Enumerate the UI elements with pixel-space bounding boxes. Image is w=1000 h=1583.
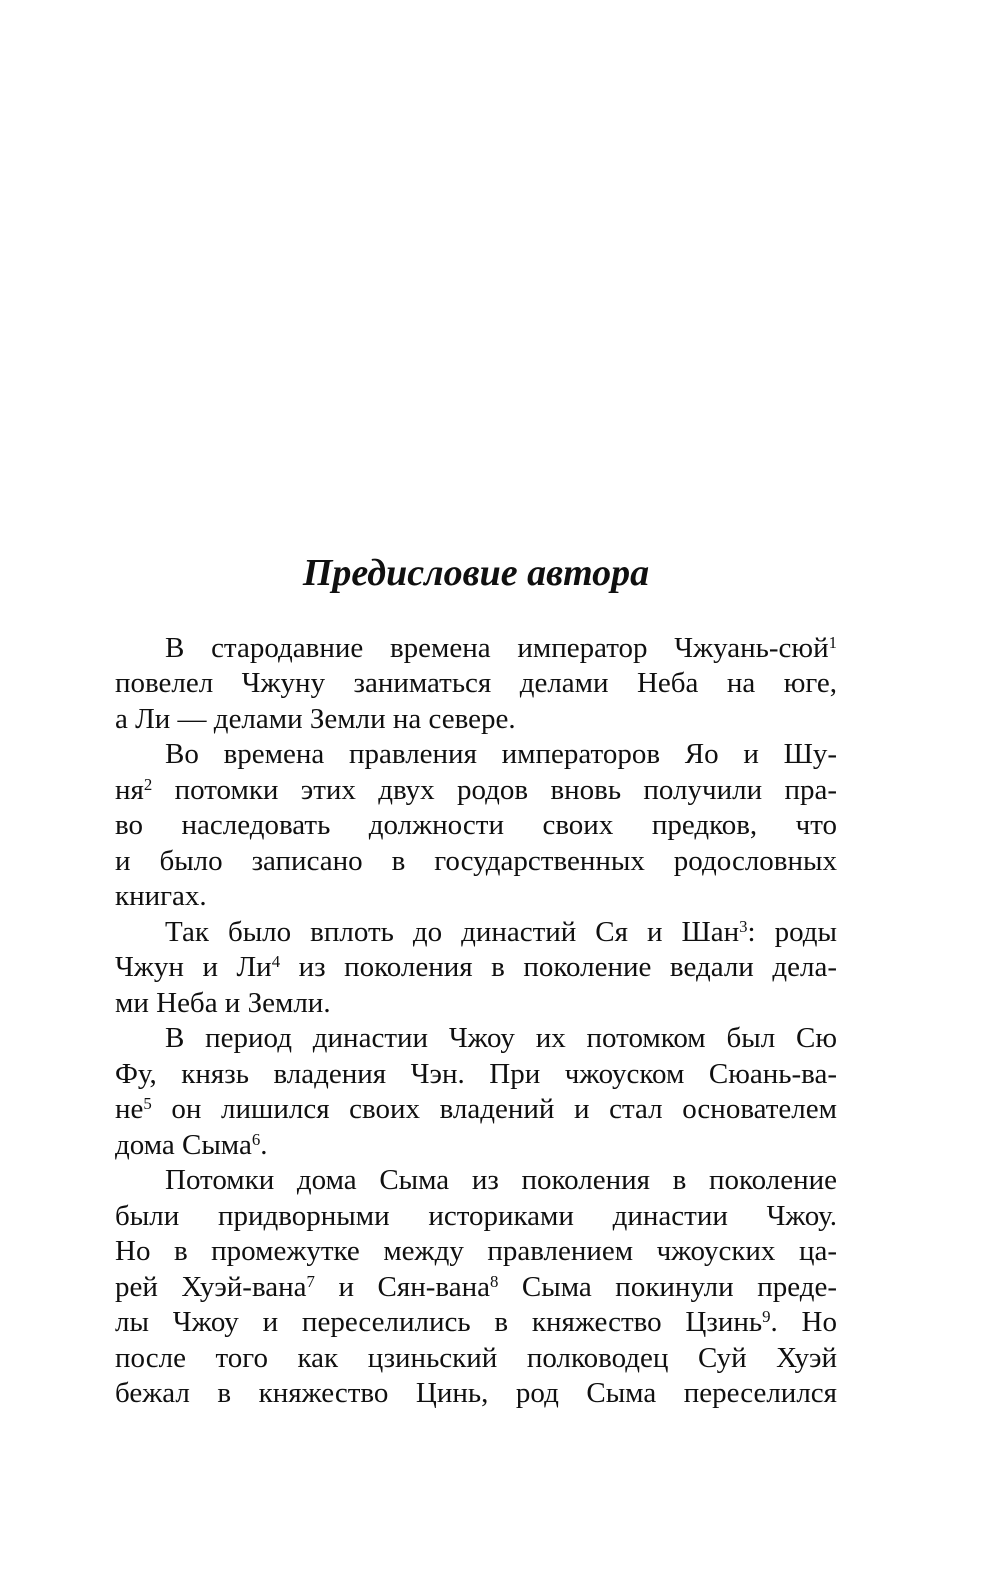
text-line: В период династии Чжоу их потомком был Сю [165, 1022, 837, 1055]
text-line: Так было вплоть до династий Ся и Шан$^3$: роды [165, 915, 837, 948]
paragraph [115, 631, 837, 738]
paragraph [115, 1021, 837, 1163]
body-text [115, 631, 837, 1412]
text-line: были придворными историками династии Чжоу. [115, 1199, 837, 1232]
text-line: бежал в княжество Цинь, род Сыма переселился [115, 1377, 837, 1410]
text-line: Чжун и $Ли^4$ из поколения в поколение ведали дела- [115, 951, 837, 984]
footnote-reference: 9 [762, 1307, 771, 1327]
paragraph [115, 737, 837, 915]
text-line: Потомки дома Сыма из поколения в поколение [165, 1164, 837, 1197]
paragraph [115, 1163, 837, 1412]
preface-title: Предисловие автора [302, 552, 650, 594]
text-line: дома Сыма$^6$. [115, 1128, 268, 1161]
footnote-reference: 8 [489, 1271, 499, 1291]
footnote-reference: 7 [306, 1271, 315, 1291]
text-line: $ня^2$ потомки этих двух родов вновь получили пра- [115, 773, 837, 806]
footnote-reference: 1 [828, 632, 837, 652]
text-line: лы Чжоу и переселились в княжество Цзинь$^9$. Но [115, 1306, 837, 1339]
text-line: Во времена правления императоров Яо и Шу- [165, 738, 837, 771]
paragraph [115, 915, 837, 1022]
footnote-reference: 4 [271, 952, 281, 972]
text-line: и было записано в государственных родословных [115, 844, 837, 877]
text-line: Фу, князь владения Чэн. При чжоуском Сюань-ва- [115, 1057, 837, 1090]
text-line: Но в промежутке между правлением чжоуских ца- [115, 1235, 837, 1268]
text-line: а Ли — делами Земли на севере. [115, 702, 516, 735]
footnote-reference: 6 [251, 1129, 261, 1149]
text-line: В стародавние времена император Чжуань-сюй$^1$ [165, 631, 837, 664]
text-line: после того как цзиньский полководец Суй Хуэй [115, 1341, 837, 1374]
footnote-reference: 5 [143, 1094, 152, 1114]
text-line: ми Неба и Земли. [115, 986, 331, 1019]
footnote-reference: 2 [143, 774, 153, 794]
text-line: во наследовать должности своих предков, что [115, 809, 837, 842]
text-line: повелел Чжуну заниматься делами Неба на юге, [115, 667, 837, 700]
footnote-reference: 3 [739, 916, 748, 936]
page-content [115, 553, 837, 1412]
text-line: рей Хуэй-вана$^7$ и Сян-вана$^8$ Сыма покинули преде- [115, 1270, 838, 1303]
text-line: $не^5$ он лишился своих владений и стал основателем [115, 1093, 837, 1126]
text-line: книгах. [115, 880, 207, 913]
